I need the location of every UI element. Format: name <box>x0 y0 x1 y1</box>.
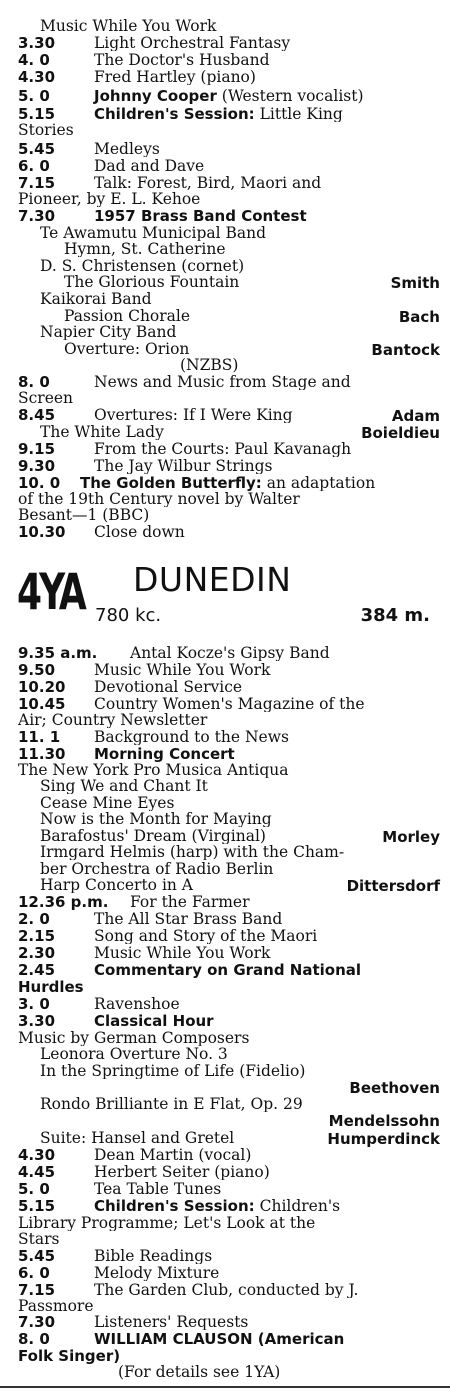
listing-line <box>18 1181 438 1197</box>
listing-line <box>18 507 438 523</box>
listing-line <box>18 458 438 474</box>
time-label: 4.45 <box>18 1164 56 1180</box>
time-label: 9.15 <box>18 441 56 457</box>
listing-line <box>18 1215 438 1231</box>
band-name: Napier City Band <box>40 324 177 340</box>
composer: Humperdinck <box>327 1130 440 1148</box>
band-name: Kaikorai Band <box>40 291 152 307</box>
listing-line <box>40 258 438 274</box>
listing-line <box>18 18 438 34</box>
listing-line <box>18 191 438 207</box>
time-label: 10.30 <box>18 524 66 540</box>
listing-line <box>40 861 438 877</box>
listing-line <box>64 241 438 257</box>
piece-title: Leonora Overture No. 3 <box>40 1046 228 1062</box>
listing-line <box>18 1265 438 1281</box>
time-label: 8.45 <box>18 407 56 423</box>
listing-line <box>18 645 438 661</box>
time-label: 2.45 <box>18 962 56 978</box>
time-label: 2. 0 <box>18 911 50 927</box>
listing-line <box>180 357 280 373</box>
time-label: 7.15 <box>18 175 56 191</box>
listing-line <box>18 1348 438 1364</box>
time-label: 10.20 <box>18 679 66 695</box>
listing-line <box>18 1013 438 1029</box>
station-logo: 4YA <box>17 563 84 621</box>
piece-title: Barafostus' Dream (Virginal) <box>40 828 266 844</box>
listing-line <box>18 911 438 927</box>
listing-line <box>18 52 438 68</box>
programme-note: Screen <box>18 390 74 406</box>
time-label: 3.30 <box>18 1013 56 1029</box>
programme-note: Passmore <box>18 1298 94 1314</box>
listing-line <box>18 996 438 1012</box>
programme-title-bold: The Golden Butterfly: <box>80 475 262 491</box>
programme-title-bold: WILLIAM CLAUSON (American <box>94 1331 345 1347</box>
listing-line <box>64 308 438 324</box>
programme-title: Music While You Work <box>94 662 271 678</box>
composer: Bantock <box>371 341 440 359</box>
listing-line <box>18 441 438 457</box>
programme-note: of the 19th Century novel by Walter <box>18 491 300 507</box>
time-label: 5.45 <box>18 141 56 157</box>
composer: Smith <box>390 274 440 292</box>
composer: Mendelssohn <box>328 1112 440 1130</box>
listing-line <box>18 1298 438 1314</box>
programme-title: Ravenshoe <box>94 996 180 1012</box>
listing-line <box>18 374 438 390</box>
programme-note: (For details see 1YA) <box>118 1364 281 1380</box>
band-name: Te Awamutu Municipal Band <box>40 225 267 241</box>
piece-title: Hymn, St. Catherine <box>64 241 226 257</box>
programme-title-bold: Children's Session: <box>94 1198 255 1214</box>
piece-title: Harp Concerto in A <box>40 877 194 893</box>
listing-line <box>18 1164 438 1180</box>
time-label: 5.15 <box>18 1198 56 1214</box>
programme-title: Medleys <box>94 141 160 157</box>
piece-title: Overture: Orion <box>64 341 190 357</box>
programme-title: The Garden Club, conducted by J. <box>94 1282 359 1298</box>
listing-line <box>18 141 438 157</box>
programme-title: Song and Story of the Maori <box>94 928 318 944</box>
programme-title-bold: 1957 Brass Band Contest <box>94 208 307 224</box>
programme-title: Listeners' Requests <box>94 1314 249 1330</box>
time-label: 9.35 a.m. <box>18 645 98 661</box>
listing-line <box>40 225 438 241</box>
listing-line <box>18 1314 438 1330</box>
listing-line <box>18 1282 438 1298</box>
composer: Boieldieu <box>361 424 440 442</box>
programme-title: The Doctor's Husband <box>94 52 270 68</box>
listing-line <box>18 1030 438 1046</box>
listing-line <box>18 1198 438 1214</box>
listing-line <box>18 679 438 695</box>
listing-line <box>40 795 438 811</box>
programme-title: Music While You Work <box>40 18 217 34</box>
listing-line <box>40 811 438 827</box>
time-label: 4. 0 <box>18 52 50 68</box>
time-label: 11. 1 <box>18 729 61 745</box>
listing-line <box>18 1231 438 1247</box>
programme-title: Background to the News <box>94 729 289 745</box>
listing-line <box>18 979 438 995</box>
programme-title: The All Star Brass Band <box>94 911 283 927</box>
programme-title: From the Courts: Paul Kavanagh <box>94 441 352 457</box>
programme-title: Overtures: If I Were King <box>94 407 293 423</box>
listing-line <box>18 106 438 122</box>
piece-title: Now is the Month for Maying <box>40 811 272 827</box>
listing-line <box>18 35 438 51</box>
time-label: 5.15 <box>18 106 56 122</box>
listing-line <box>18 175 438 191</box>
programme-title: Dad and Dave <box>94 158 205 174</box>
listing-line <box>118 1364 418 1380</box>
programme-title: Tea Table Tunes <box>94 1181 222 1197</box>
piece-title: Rondo Brilliante in E Flat, Op. 29 <box>40 1096 303 1112</box>
piece-title: Suite: Hansel and Gretel <box>40 1130 235 1146</box>
time-label: 8. 0 <box>18 374 50 390</box>
programme-note: Children's <box>254 1198 341 1214</box>
station-wavelength: 384 m. <box>360 605 430 626</box>
composer: Adam <box>391 407 440 425</box>
programme-title: Fred Hartley (piano) <box>94 69 256 85</box>
programme-title: Talk: Forest, Bird, Maori and <box>94 175 322 191</box>
listing-line <box>18 407 438 423</box>
time-label: 8. 0 <box>18 1331 50 1347</box>
programme-title-bold: Folk Singer) <box>18 1348 121 1364</box>
time-label: 10.45 <box>18 696 66 712</box>
programme-title: Close down <box>94 524 185 540</box>
programme-note: Library Programme; Let's Look at the <box>18 1215 316 1231</box>
time-label: 5. 0 <box>18 1181 50 1197</box>
listing-line <box>18 1248 438 1264</box>
programme-note: Air; Country Newsletter <box>18 712 208 728</box>
programme-note: an adaptation <box>261 475 376 491</box>
programme-title: Antal Kocze's Gipsy Band <box>130 645 330 661</box>
performer: Irmgard Helmis (harp) with the Cham- <box>40 844 345 860</box>
time-label: 7.15 <box>18 1282 56 1298</box>
programme-title: The Jay Wilbur Strings <box>94 458 273 474</box>
programme-title: News and Music from Stage and <box>94 374 351 390</box>
listing-line <box>18 962 438 978</box>
composer: Bach <box>398 308 440 326</box>
listing-line <box>40 291 438 307</box>
time-label: 9.30 <box>18 458 56 474</box>
performer: ber Orchestra of Radio Berlin <box>40 861 274 877</box>
time-label: 10. 0 <box>18 475 61 491</box>
piece-title: In the Springtime of Life (Fidelio) <box>40 1063 306 1079</box>
piece-title: The Glorious Fountain <box>64 274 240 290</box>
time-label: 4.30 <box>18 69 56 85</box>
time-label: 12.36 p.m. <box>18 894 109 910</box>
performer: D. S. Christensen (cornet) <box>40 258 245 274</box>
time-label: 2.15 <box>18 928 56 944</box>
programme-title-bold: Children's Session: <box>94 106 255 122</box>
listing-line <box>18 88 438 104</box>
listing-line <box>18 762 438 778</box>
time-label: 2.30 <box>18 945 56 961</box>
programme-note: (Western vocalist) <box>216 88 364 104</box>
programme-title: Bible Readings <box>94 1248 213 1264</box>
listing-line <box>18 746 438 762</box>
time-label: 6. 0 <box>18 158 50 174</box>
listing-line <box>40 844 438 860</box>
listing-line <box>40 1063 438 1079</box>
time-label: 11.30 <box>18 746 66 762</box>
listing-line <box>18 390 438 406</box>
time-label: 3. 0 <box>18 996 50 1012</box>
programme-note: Pioneer, by E. L. Kehoe <box>18 191 201 207</box>
programme-title: For the Farmer <box>130 894 250 910</box>
time-label: 7.30 <box>18 1314 56 1330</box>
programme-title-bold: Johnny Cooper <box>94 88 217 104</box>
programme-title: Melody Mixture <box>94 1265 220 1281</box>
listing-line <box>18 158 438 174</box>
piece-title: Cease Mine Eyes <box>40 795 175 811</box>
programme-note: Music by German Composers <box>18 1030 250 1046</box>
programme-note: Little King <box>254 106 343 122</box>
programme-title-bold: Morning Concert <box>94 746 235 762</box>
composer: Beethoven <box>349 1079 440 1097</box>
programme-title: Dean Martin (vocal) <box>94 1147 252 1163</box>
programme-title: Devotional Service <box>94 679 243 695</box>
listing-line <box>18 1331 438 1347</box>
listing-line <box>18 894 438 910</box>
time-label: 7.30 <box>18 208 56 224</box>
station-frequency: 780 kc. <box>95 605 162 626</box>
composer: Morley <box>382 828 440 846</box>
listing-line <box>18 69 438 85</box>
listing-line <box>18 662 438 678</box>
listing-line <box>18 475 438 491</box>
listing-line <box>18 524 438 540</box>
programme-title: Light Orchestral Fantasy <box>94 35 291 51</box>
listing-line <box>18 712 438 728</box>
listing-line <box>18 208 438 224</box>
listing-line <box>18 1147 438 1163</box>
time-label: 4.30 <box>18 1147 56 1163</box>
piece-title: Passion Chorale <box>64 308 191 324</box>
time-label: 5.45 <box>18 1248 56 1264</box>
listing-line <box>40 1096 438 1112</box>
listing-line <box>40 828 438 844</box>
programme-note: Stories <box>18 122 74 138</box>
programme-title-bold: Classical Hour <box>94 1013 214 1029</box>
piece-title: Sing We and Chant It <box>40 778 208 794</box>
programme-note: Stars <box>18 1231 60 1247</box>
station-city: DUNEDIN <box>133 560 292 599</box>
listing-line <box>18 945 438 961</box>
composer: Dittersdorf <box>346 877 440 895</box>
listing-line <box>18 928 438 944</box>
programme-title: Herbert Seiter (piano) <box>94 1164 270 1180</box>
listing-line <box>18 122 438 138</box>
listing-line <box>40 1046 438 1062</box>
listing-line <box>40 778 438 794</box>
time-label: 9.50 <box>18 662 56 678</box>
programme-title-bold: Hurdles <box>18 979 84 995</box>
bottom-rule <box>0 1386 450 1388</box>
listing-line <box>18 696 438 712</box>
piece-title: The White Lady <box>40 424 164 440</box>
listing-line <box>40 324 438 340</box>
time-label: 3.30 <box>18 35 56 51</box>
programme-title: Music While You Work <box>94 945 271 961</box>
time-label: 6. 0 <box>18 1265 50 1281</box>
performer: The New York Pro Musica Antiqua <box>18 762 289 778</box>
listing-line <box>18 729 438 745</box>
time-label: 5. 0 <box>18 88 50 104</box>
programme-note: Besant—1 (BBC) <box>18 507 150 523</box>
listing-line <box>64 274 438 290</box>
listing-line <box>18 491 438 507</box>
programme-title-bold: Commentary on Grand National <box>94 962 362 978</box>
source-note: (NZBS) <box>180 357 239 373</box>
programme-title: Country Women's Magazine of the <box>94 696 365 712</box>
